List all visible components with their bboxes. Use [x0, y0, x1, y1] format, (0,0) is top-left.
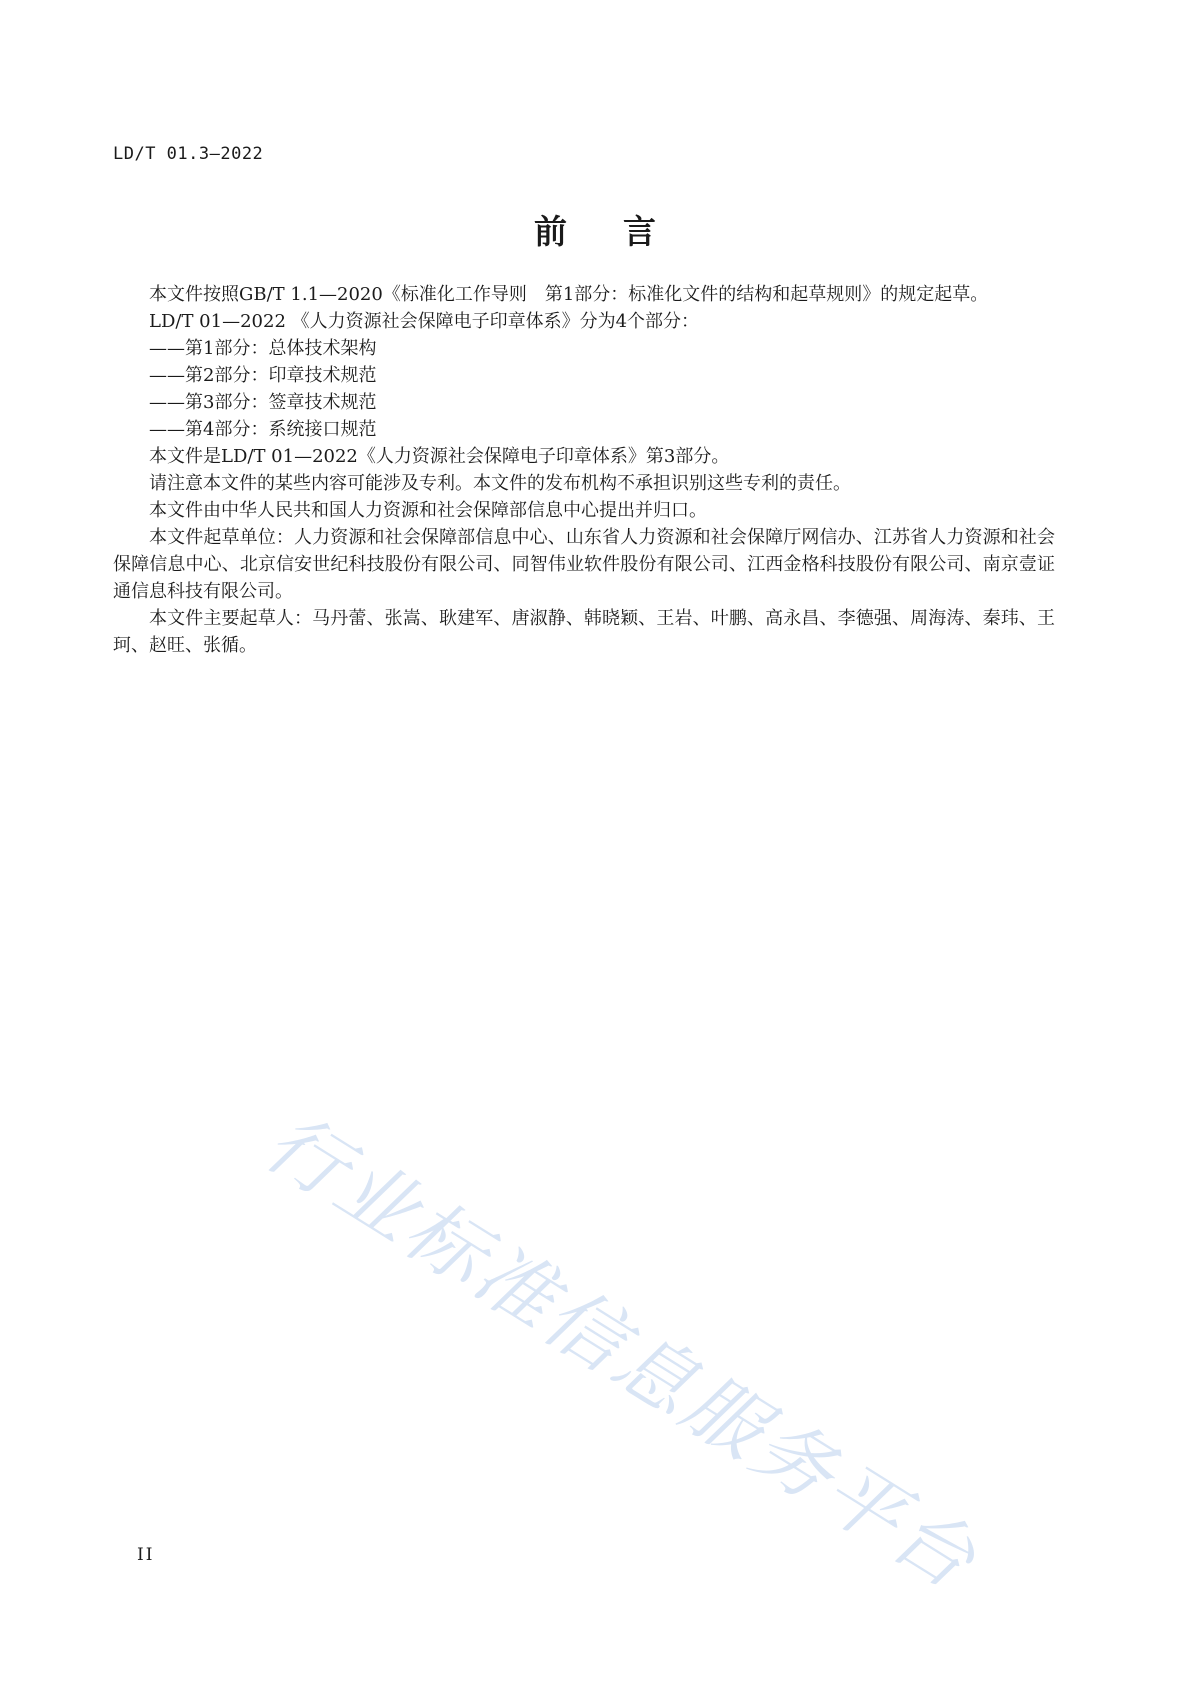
list-item-part-1: ——第1部分：总体技术架构 [149, 338, 377, 359]
paragraph-this-part: 本文件是LD/T 01—2022《人力资源社会保障电子印章体系》第3部分。 [149, 446, 730, 467]
standard-code: LD/T 01.3—2022 [113, 144, 264, 164]
paragraph-patent-notice: 请注意本文件的某些内容可能涉及专利。本文件的发布机构不承担识别这些专利的责任。 [149, 473, 851, 494]
title-char-2: 言 [623, 212, 656, 251]
watermark: 行业标准信息服务平台 [249, 1097, 993, 1609]
list-item-part-4: ——第4部分：系统接口规范 [149, 419, 377, 440]
paragraph-parts-intro: LD/T 01—2022 《人力资源社会保障电子印章体系》分为4个部分： [149, 311, 700, 332]
paragraph-drafting-basis: 本文件按照GB/T 1.1—2020《标准化工作导则 第1部分：标准化文件的结构和起草规则》的规定起草。 [149, 284, 989, 305]
foreword-body [113, 281, 1055, 659]
page-title [0, 206, 1190, 253]
paragraph-drafting-units: 本文件起草单位：人力资源和社会保障部信息中心、山东省人力资源和社会保障厅网信办、江苏省人力资源和社会保障信息中心、北京信安世纪科技股份有限公司、同智伟业软件股份有限公司、江西金格科技股份有限公司、南京壹证通信息科技有限公司。 [113, 527, 1055, 602]
list-item-part-2: ——第2部分：印章技术规范 [149, 365, 377, 386]
paragraph-drafters: 本文件主要起草人：马丹蕾、张嵩、耿建军、唐淑静、韩晓颖、王岩、叶鹏、高永昌、李德强、周海涛、秦玮、王珂、赵旺、张循。 [113, 608, 1055, 656]
title-char-1: 前 [534, 212, 567, 251]
paragraph-proposer: 本文件由中华人民共和国人力资源和社会保障部信息中心提出并归口。 [149, 500, 707, 521]
list-item-part-3: ——第3部分：签章技术规范 [149, 392, 377, 413]
page-number: II [137, 1545, 155, 1565]
